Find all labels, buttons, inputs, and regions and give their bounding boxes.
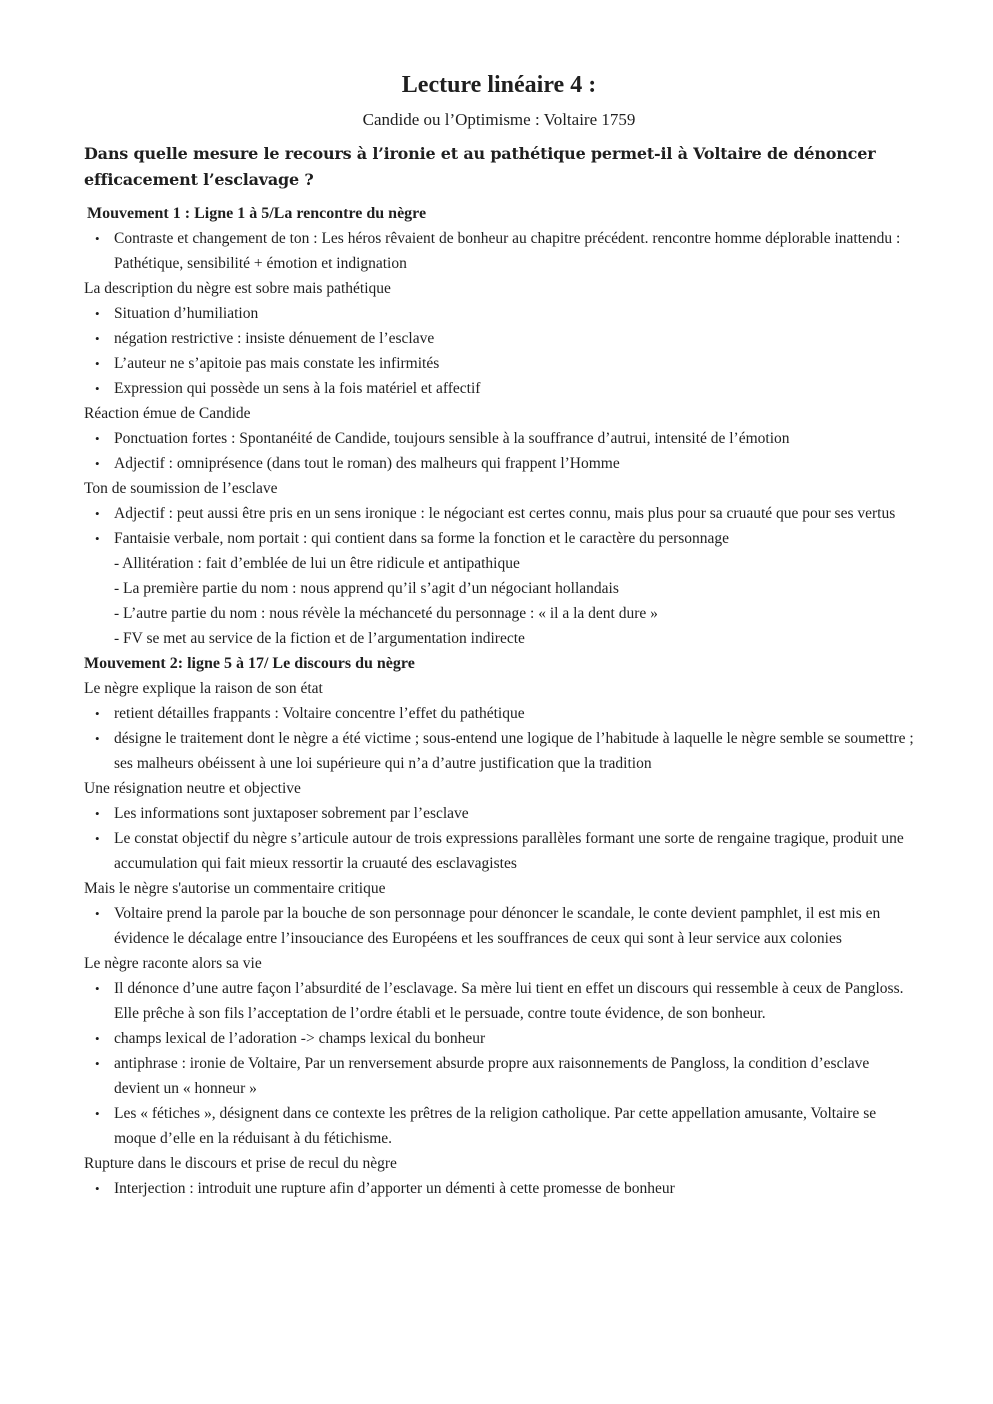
dash-item: - La première partie du nom : nous apprend qu’il s’agit d’un négociant hollandais (114, 580, 619, 597)
dash-item: - FV se met au service de la fiction et de l’argumentation indirecte (114, 630, 525, 647)
bullet-list (84, 976, 914, 1151)
list-item: • Adjectif : omniprésence (dans tout le roman) des malheurs qui frappent l’Homme (84, 451, 914, 476)
list-item: • Situation d’humiliation (84, 301, 914, 326)
list-item: • Ponctuation fortes : Spontanéité de Candide, toujours sensible à la souffrance d’autrui, intensité de l’émotion (84, 426, 914, 451)
section-heading: Le nègre explique la raison de son état (84, 680, 323, 697)
dash-item: - L’autre partie du nom : nous révèle la méchanceté du personnage : « il a la dent dure » (114, 605, 658, 622)
list-item: • Il dénonce d’une autre façon l’absurdité de l’esclavage. Sa mère lui tient en effet un discours qui ressemble à ceux de Pangloss. Elle prêche à son fils l’acceptation de l’ordre établi et le persuade, contre toute évidence, de son bonheur. (84, 976, 914, 1026)
dash-item: - Allitération : fait d’emblée de lui un être ridicule et antipathique (114, 555, 520, 572)
list-item: • retient détailles frappants : Voltaire concentre l’effet du pathétique (84, 701, 914, 726)
section-heading: Une résignation neutre et objective (84, 780, 301, 797)
list-item: • antiphrase : ironie de Voltaire, Par un renversement absurde propre aux raisonnements de Pangloss, la condition d’esclave devient un « honneur » (84, 1051, 914, 1101)
list-item: • L’auteur ne s’apitoie pas mais constate les infirmités (84, 351, 914, 376)
bullet-list (84, 701, 914, 776)
list-item: • désigne le traitement dont le nègre a été victime ; sous-entend une logique de l’habitude à laquelle le nègre semble se soumettre ; ses malheurs obéissent à une loi supérieure qui n’a d’autre justification que la tradition (84, 726, 914, 776)
list-item: • Le constat objectif du nègre s’articule autour de trois expressions parallèles formant une sorte de rengaine tragique, produit une accumulation qui fait mieux ressortir la cruauté des esclavagistes (84, 826, 914, 876)
document-page (84, 70, 914, 1201)
problematique: Dans quelle mesure le recours à l’ironie et au pathétique permet-il à Voltaire de dénoncer efficacement l’esclavage ? (84, 144, 876, 189)
movement-1-heading: Mouvement 1 : Ligne 1 à 5/La rencontre du nègre (87, 205, 427, 222)
movement-2-heading: Mouvement 2: ligne 5 à 17/ Le discours du nègre (84, 655, 415, 672)
list-item: • Contraste et changement de ton : Les héros rêvaient de bonheur au chapitre précédent. rencontre homme déplorable inattendu : Pathétique, sensibilité + émotion et indignation (84, 226, 914, 276)
bullet-list (84, 1176, 914, 1201)
list-item: • Interjection : introduit une rupture afin d’apporter un démenti à cette promesse de bonheur (84, 1176, 914, 1201)
bullet-list (84, 301, 914, 401)
list-item: • Expression qui possède un sens à la fois matériel et affectif (84, 376, 914, 401)
list-item: • Adjectif : peut aussi être pris en un sens ironique : le négociant est certes connu, mais plus pour sa cruauté que pour ses vertus (84, 501, 914, 526)
page-title: Lecture linéaire 4 : (401, 72, 597, 98)
list-item: • Fantaisie verbale, nom portait : qui contient dans sa forme la fonction et le caractère du personnage (84, 526, 914, 551)
bullet-list (84, 801, 914, 876)
movement-1-intro-list (84, 226, 914, 276)
list-item: • champs lexical de l’adoration -> champs lexical du bonheur (84, 1026, 914, 1051)
bullet-list (84, 501, 914, 551)
page-subtitle: Candide ou l’Optimisme : Voltaire 1759 (362, 110, 636, 129)
section-heading: Mais le nègre s'autorise un commentaire critique (84, 880, 386, 897)
list-item: • Les « fétiches », désignent dans ce contexte les prêtres de la religion catholique. Par cette appellation amusante, Voltaire se moque d’elle en la réduisant à du fétichisme. (84, 1101, 914, 1151)
section-heading: La description du nègre est sobre mais pathétique (84, 280, 391, 297)
section-heading: Rupture dans le discours et prise de recul du nègre (84, 1155, 397, 1172)
list-item: • négation restrictive : insiste dénuement de l’esclave (84, 326, 914, 351)
bullet-list (84, 901, 914, 951)
section-heading: Ton de soumission de l’esclave (84, 480, 278, 497)
bullet-list (84, 426, 914, 476)
section-heading: Le nègre raconte alors sa vie (84, 955, 262, 972)
list-item: • Voltaire prend la parole par la bouche de son personnage pour dénoncer le scandale, le conte devient pamphlet, il est mis en évidence le décalage entre l’insouciance des Européens et les souffrances de ceux qui sont à leur service aux colonies (84, 901, 914, 951)
list-item: • Les informations sont juxtaposer sobrement par l’esclave (84, 801, 914, 826)
section-heading: Réaction émue de Candide (84, 405, 251, 422)
